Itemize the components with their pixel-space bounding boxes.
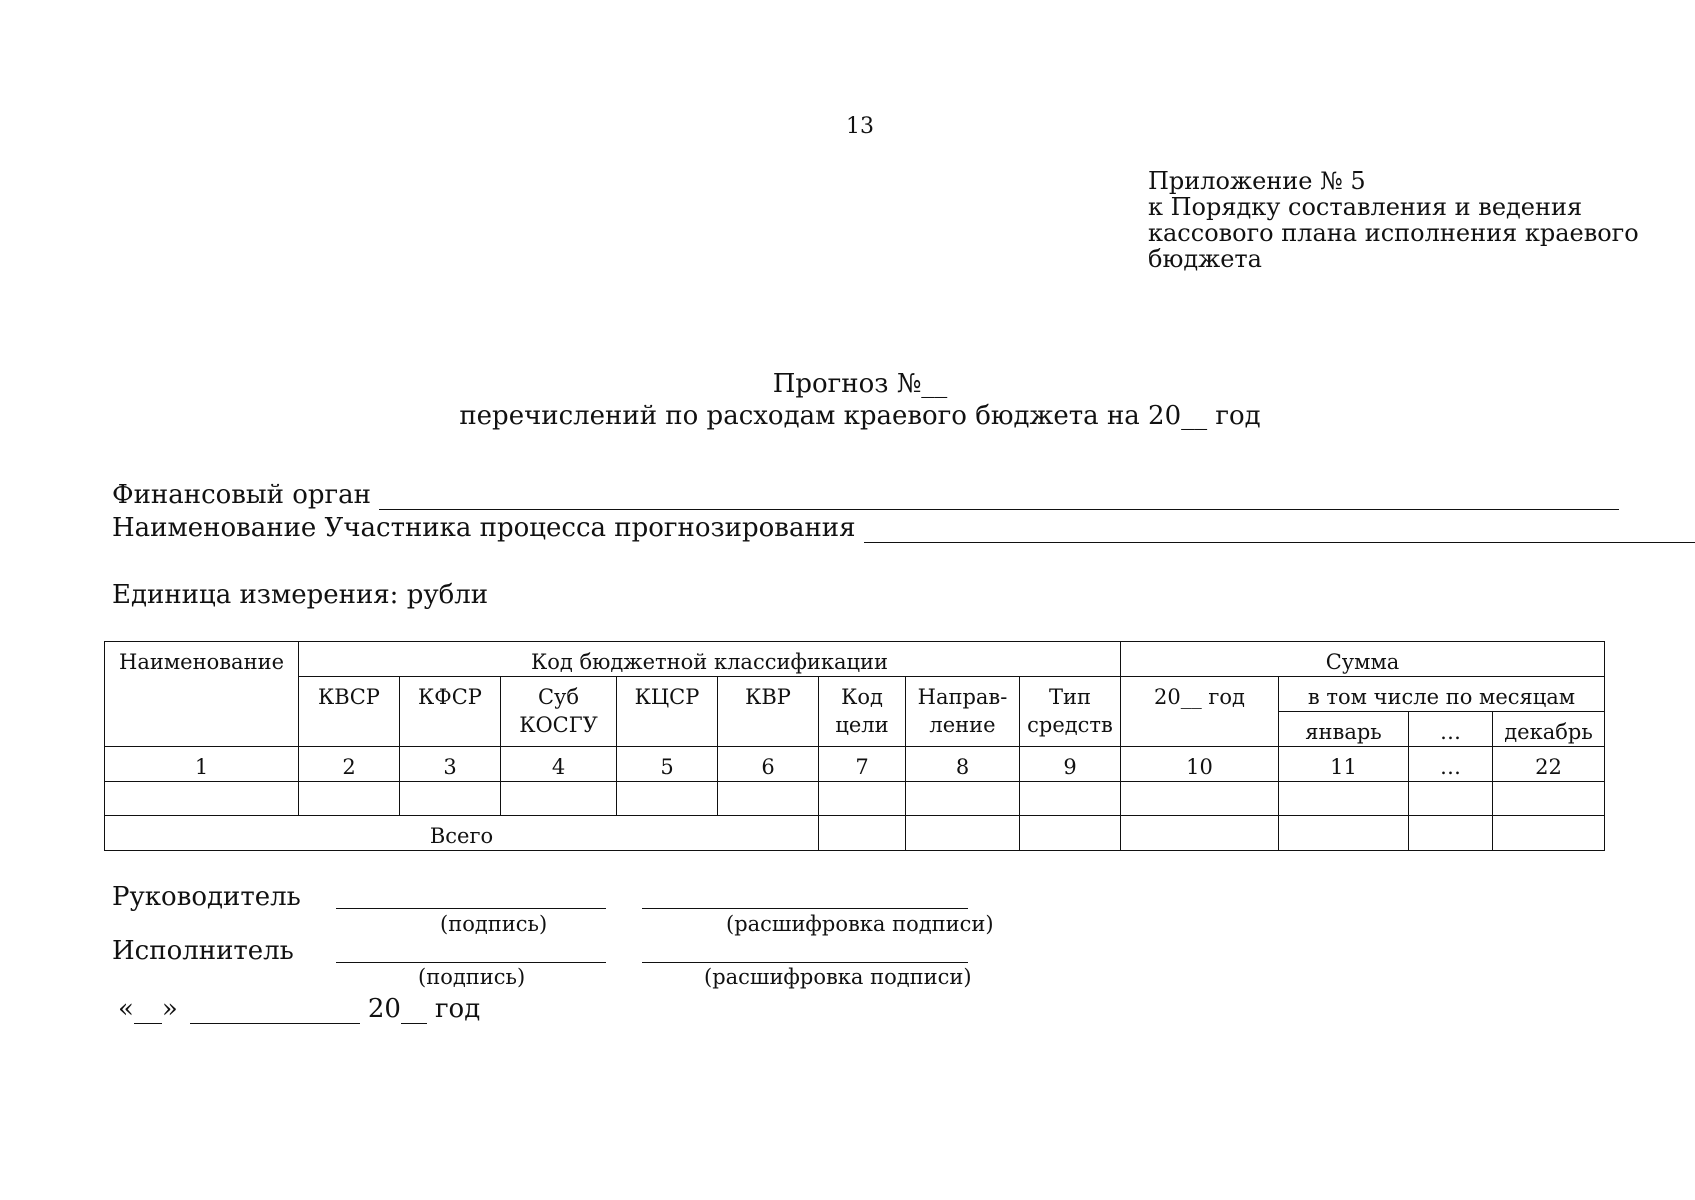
unit-of-measure: Единица измерения: рубли (112, 580, 489, 610)
header-december: декабрь (1493, 712, 1605, 747)
header-kvsr: КВСР (299, 677, 400, 747)
appendix-line-4: бюджета (1148, 245, 1262, 273)
executor-signature-caption: (подпись) (418, 965, 526, 989)
table-row (105, 782, 1605, 816)
participant-row (112, 513, 1695, 543)
appendix-line-3: кассового плана исполнения краевого (1148, 219, 1639, 247)
col-number: 8 (906, 747, 1020, 782)
appendix-line-1: Приложение № 5 (1148, 167, 1366, 195)
head-label: Руководитель (112, 882, 301, 912)
head-decoding-caption: (расшифровка подписи) (726, 912, 994, 936)
empty-cell[interactable] (1020, 782, 1121, 816)
empty-cell[interactable] (105, 782, 299, 816)
header-kcsr: КЦСР (617, 677, 718, 747)
empty-cell[interactable] (1121, 782, 1279, 816)
col-number: 7 (819, 747, 906, 782)
col-number: 11 (1279, 747, 1409, 782)
empty-cell[interactable] (400, 782, 501, 816)
header-type-line-2: средств (1027, 713, 1113, 737)
header-months: в том числе по месяцам (1279, 677, 1605, 712)
empty-cell[interactable] (906, 816, 1020, 851)
date-year-blank[interactable] (401, 1001, 427, 1024)
header-ellipsis: … (1409, 712, 1493, 747)
header-kvr: КВР (718, 677, 819, 747)
empty-cell[interactable] (718, 782, 819, 816)
participant-label: Наименование Участника процесса прогнозирования (112, 513, 856, 543)
empty-cell[interactable] (1493, 782, 1605, 816)
col-number: 22 (1493, 747, 1605, 782)
header-direction-line-1: Направ- (917, 685, 1008, 709)
col-number: 4 (501, 747, 617, 782)
head-signature-line[interactable] (336, 908, 606, 909)
financial-body-input-line[interactable] (379, 485, 1619, 510)
head-signature-caption: (подпись) (440, 912, 548, 936)
empty-cell[interactable] (1020, 816, 1121, 851)
empty-cell[interactable] (819, 782, 906, 816)
empty-cell[interactable] (1493, 816, 1605, 851)
header-sum-group: Сумма (1121, 642, 1605, 677)
empty-cell[interactable] (1409, 816, 1493, 851)
column-number-row (105, 747, 1605, 782)
header-name: Наименование (105, 642, 299, 747)
empty-cell[interactable] (1279, 782, 1409, 816)
title-line-1: Прогноз №__ (772, 369, 948, 399)
appendix-note (1148, 168, 1639, 272)
col-number: 5 (617, 747, 718, 782)
header-direction (906, 677, 1020, 747)
header-sub-kosgu (501, 677, 617, 747)
total-label: Всего (105, 816, 819, 851)
executor-decoding-caption: (расшифровка подписи) (704, 965, 972, 989)
empty-cell[interactable] (1279, 816, 1409, 851)
title-line-2: перечислений по расходам краевого бюджета на 20__ год (459, 401, 1261, 431)
header-type-line-1: Тип (1049, 685, 1091, 709)
date-month-blank[interactable] (190, 1001, 360, 1024)
empty-cell[interactable] (1121, 816, 1279, 851)
empty-cell[interactable] (501, 782, 617, 816)
col-number: 9 (1020, 747, 1121, 782)
date-close-quote: » (161, 994, 178, 1024)
header-sub-line-1: Суб (537, 685, 580, 709)
col-number: 2 (299, 747, 400, 782)
financial-body-row (112, 480, 1619, 510)
col-number: … (1409, 747, 1493, 782)
col-number: 6 (718, 747, 819, 782)
header-funds-type (1020, 677, 1121, 747)
col-number: 3 (400, 747, 501, 782)
date-line (118, 994, 480, 1024)
executor-label: Исполнитель (112, 936, 294, 966)
executor-signature-line[interactable] (336, 962, 606, 963)
forecast-table (104, 641, 1605, 851)
col-number: 10 (1121, 747, 1279, 782)
empty-cell[interactable] (617, 782, 718, 816)
col-number: 1 (105, 747, 299, 782)
header-kfsr: КФСР (400, 677, 501, 747)
total-row (105, 816, 1605, 851)
empty-cell[interactable] (299, 782, 400, 816)
page-number: 13 (846, 114, 874, 139)
empty-cell[interactable] (906, 782, 1020, 816)
date-year-suffix: год (434, 994, 481, 1024)
header-direction-line-2: ление (929, 713, 996, 737)
header-year: 20__ год (1121, 677, 1279, 747)
header-code-group: Код бюджетной классификации (299, 642, 1121, 677)
executor-decoding-line[interactable] (642, 962, 968, 963)
header-sub-line-2: КОСГУ (519, 713, 598, 737)
appendix-line-2: к Порядку составления и ведения (1148, 193, 1583, 221)
header-goal-line-2: цели (835, 713, 889, 737)
head-decoding-line[interactable] (642, 908, 968, 909)
date-year-prefix: 20 (367, 994, 401, 1024)
header-goal-line-1: Код (841, 685, 883, 709)
empty-cell[interactable] (1409, 782, 1493, 816)
header-january: январь (1279, 712, 1409, 747)
document-title (0, 368, 1695, 432)
date-day-blank[interactable] (134, 1001, 162, 1024)
empty-cell[interactable] (819, 816, 906, 851)
participant-input-line[interactable] (864, 518, 1695, 543)
date-open-quote: « (118, 994, 134, 1024)
header-goal-code (819, 677, 906, 747)
financial-body-label: Финансовый орган (112, 480, 371, 510)
